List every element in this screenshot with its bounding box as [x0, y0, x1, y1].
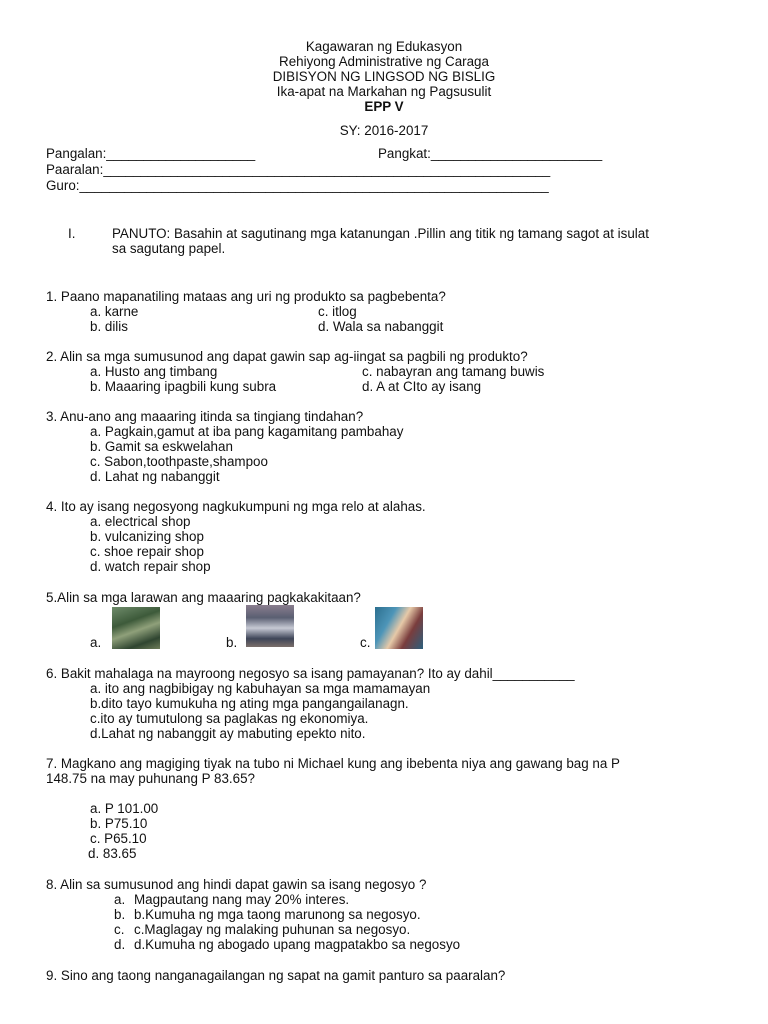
instruction-numeral: I. — [68, 226, 76, 241]
field-pangalan: Pangalan:____________________ — [46, 146, 256, 161]
q3-choice-c: c. Sabon,toothpaste,shampoo — [90, 454, 268, 469]
q2-choice-c: c. nabayran ang tamang buwis — [362, 364, 545, 379]
q5-photo-b — [246, 605, 294, 647]
q8-label-b: b. — [114, 907, 126, 922]
q8-choice-d: d.Kumuha ng abogado upang magpatakbo sa negosyo — [134, 937, 461, 952]
q6-choice-b: b.dito tayo kumukuha ng ating mga pangangailanagn. — [90, 696, 409, 711]
question-5: 5.Alin sa mga larawan ang maaaring pagkakakitaan? — [46, 590, 361, 605]
field-pangkat: Pangkat:_______________________ — [378, 146, 603, 161]
q4-choice-b: b. vulcanizing shop — [90, 529, 204, 544]
q7-choice-d: d. 83.65 — [88, 846, 137, 861]
q4-choice-d: d. watch repair shop — [90, 559, 211, 574]
question-6: 6. Bakit mahalaga na mayroong negosyo sa isang pamayanan? Ito ay dahil___________ — [46, 666, 575, 681]
question-2: 2. Alin sa mga sumusunod ang dapat gawin sap ag-iingat sa pagbili ng produkto? — [46, 349, 528, 364]
header-line-department: Kagawaran ng Edukasyon — [305, 39, 463, 54]
q3-choice-a: a. Pagkain,gamut at iba pang kagamitang pambahay — [90, 424, 404, 439]
q1-choice-d: d. Wala sa nabanggit — [318, 319, 444, 334]
question-4: 4. Ito ay isang negosyong nagkukumpuni ng mga relo at alahas. — [46, 499, 426, 514]
header-line-division: DIBISYON NG LINGSOD NG BISLIG — [272, 69, 496, 84]
q8-label-d: d. — [114, 937, 126, 952]
q8-label-a: a. — [114, 892, 126, 907]
question-9: 9. Sino ang taong nanganagailangan ng sapat na gamit panturo sa paaralan? — [46, 968, 506, 983]
q7-choice-a: a. P 101.00 — [90, 801, 159, 816]
q2-choice-d: d. A at CIto ay isang — [362, 379, 482, 394]
q8-label-c: c. — [114, 922, 125, 937]
q4-choice-a: a. electrical shop — [90, 514, 191, 529]
q8-choice-a: Magpautang nang may 20% interes. — [134, 892, 350, 907]
q1-choice-b: b. dilis — [90, 319, 128, 334]
q7-choice-b: b. P75.10 — [90, 816, 148, 831]
question-1: 1. Paano mapanatiling mataas ang uri ng produkto sa pagbebenta? — [46, 289, 446, 304]
header-line-exam: Ika-apat na Markahan ng Pagsusulit — [276, 84, 492, 99]
document-header — [0, 39, 768, 114]
header-line-region: Rehiyong Administrative ng Caraga — [279, 54, 489, 69]
q3-choice-b: b. Gamit sa eskwelahan — [90, 439, 233, 454]
q5-choice-a: a. — [90, 635, 102, 650]
field-guro: Guro:_______________________________________________________________ — [46, 178, 549, 193]
question-7-line-1: 7. Magkano ang magiging tiyak na tubo ni Michael kung ang ibebenta niya ang gawang bag na P — [46, 756, 620, 771]
q7-choice-c: c. P65.10 — [90, 831, 147, 846]
q1-choice-a: a. karne — [90, 304, 139, 319]
q6-choice-d: d.Lahat ng nabanggit ay mabuting epekto nito. — [90, 726, 366, 741]
q2-choice-b: b. Maaaring ipagbili kung subra — [90, 379, 277, 394]
q6-choice-c: c.ito ay tumutulong sa paglakas ng ekonomiya. — [90, 711, 369, 726]
q3-choice-d: d. Lahat ng nabanggit — [90, 469, 220, 484]
q1-choice-c: c. itlog — [318, 304, 357, 319]
q5-photo-c — [375, 607, 423, 649]
question-8: 8. Alin sa sumusunod ang hindi dapat gawin sa isang negosyo ? — [46, 877, 427, 892]
q8-choice-c: c.Maglagay ng malaking puhunan sa negosyo. — [134, 922, 411, 937]
q5-choice-c: c. — [360, 635, 371, 650]
field-paaralan: Paaralan:____________________________________________________________ — [46, 162, 551, 177]
q5-photo-a — [112, 607, 160, 649]
q5-choice-b: b. — [226, 635, 238, 650]
instruction-line-2: sa sagutang papel. — [112, 241, 226, 256]
instruction-line-1: PANUTO: Basahin at sagutinang mga katanungan .Pillin ang titik ng tamang sagot at isulat — [112, 226, 649, 241]
q8-choice-b: b.Kumuha ng mga taong marunong sa negosyo. — [134, 907, 421, 922]
q4-choice-c: c. shoe repair shop — [90, 544, 204, 559]
q6-choice-a: a. ito ang nagbibigay ng kabuhayan sa mga mamamayan — [90, 681, 431, 696]
question-7-line-2: 148.75 na may puhunang P 83.65? — [46, 771, 255, 786]
q2-choice-a: a. Husto ang timbang — [90, 364, 218, 379]
school-year: SY: 2016-2017 — [339, 123, 429, 138]
header-subject: EPP V — [364, 99, 404, 114]
question-3: 3. Anu-ano ang maaaring itinda sa tingiang tindahan? — [46, 409, 364, 424]
